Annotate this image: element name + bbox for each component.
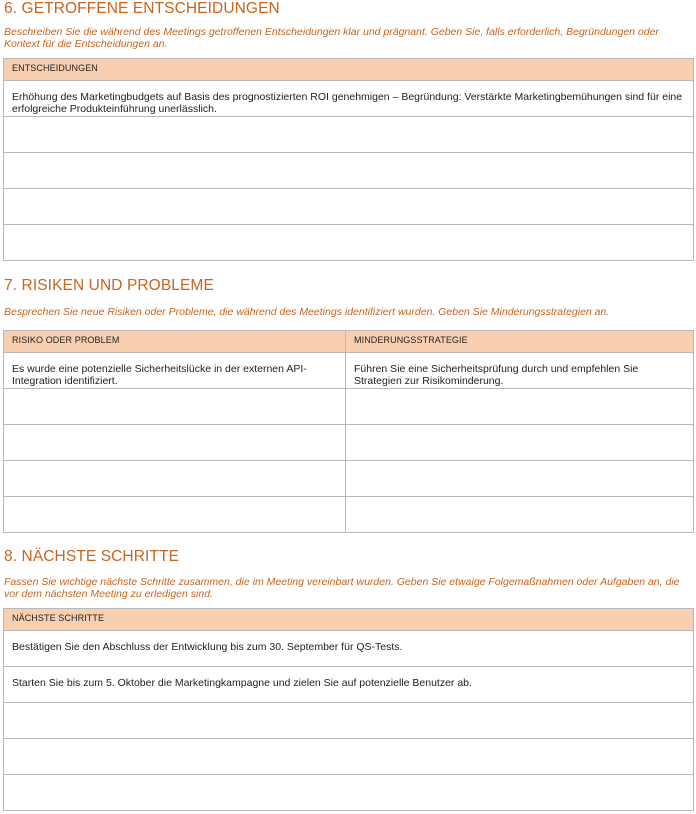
mitigation-cell[interactable] [346,389,694,425]
next-steps-section-title: 8. NÄCHSTE SCHRITTE [4,548,180,565]
decisions-header: ENTSCHEIDUNGEN [4,59,694,81]
mitigation-cell[interactable] [346,497,694,533]
risk-column-header: RISIKO ODER PROBLEM [4,331,346,353]
next-steps-section-description: Fassen Sie wichtige nächste Schritte zusammen, die im Meeting vereinbart wurden. Geben Sie etwaige Folgemaßnahmen oder Aufgaben an, die vor dem nächsten Meeting zu erledigen sind. [4,576,680,600]
next-steps-table [3,608,694,811]
risk-cell[interactable] [4,497,346,533]
mitigation-cell[interactable] [346,425,694,461]
risk-cell[interactable] [4,389,346,425]
risk-cell[interactable]: Es wurde eine potenzielle Sicherheitslücke in der externen API-Integration identifiziert. [4,353,346,389]
next-step-row[interactable] [4,703,694,739]
decision-row[interactable] [4,189,694,225]
mitigation-cell[interactable] [346,461,694,497]
risks-section-title: 7. RISIKEN UND PROBLEME [4,277,214,294]
decisions-section-title: 6. GETROFFENE ENTSCHEIDUNGEN [4,0,280,17]
risks-section-description: Besprechen Sie neue Risiken oder Probleme, die während des Meetings identifiziert wurden. Geben Sie Minderungsstrategien an. [4,306,610,318]
risks-table [3,330,694,533]
decisions-section-description: Beschreiben Sie die während des Meetings getroffenen Entscheidungen klar und prägnant. Geben Sie, falls erforderlich, Begründungen oder Kontext für die Entscheidungen an. [4,26,659,50]
next-step-row[interactable] [4,739,694,775]
decision-row[interactable] [4,117,694,153]
decision-row[interactable]: Erhöhung des Marketingbudgets auf Basis des prognostizierten ROI genehmigen – Begründung: Verstärkte Marketingbemühungen sind für eine erfolgreiche Produkteinführung unerlässlich. [4,81,694,117]
mitigation-cell[interactable]: Führen Sie eine Sicherheitsprüfung durch und empfehlen Sie Strategien zur Risikominderung. [346,353,694,389]
next-step-row[interactable]: Starten Sie bis zum 5. Oktober die Marketingkampagne und zielen Sie auf potenzielle Benutzer ab. [4,667,694,703]
mitigation-column-header: MINDERUNGSSTRATEGIE [346,331,694,353]
risk-cell[interactable] [4,425,346,461]
next-step-row[interactable] [4,775,694,811]
next-steps-header: NÄCHSTE SCHRITTE [4,609,694,631]
risk-cell[interactable] [4,461,346,497]
decision-row[interactable] [4,153,694,189]
next-step-row[interactable]: Bestätigen Sie den Abschluss der Entwicklung bis zum 30. September für QS-Tests. [4,631,694,667]
decisions-table [3,58,694,261]
decision-row[interactable] [4,225,694,261]
